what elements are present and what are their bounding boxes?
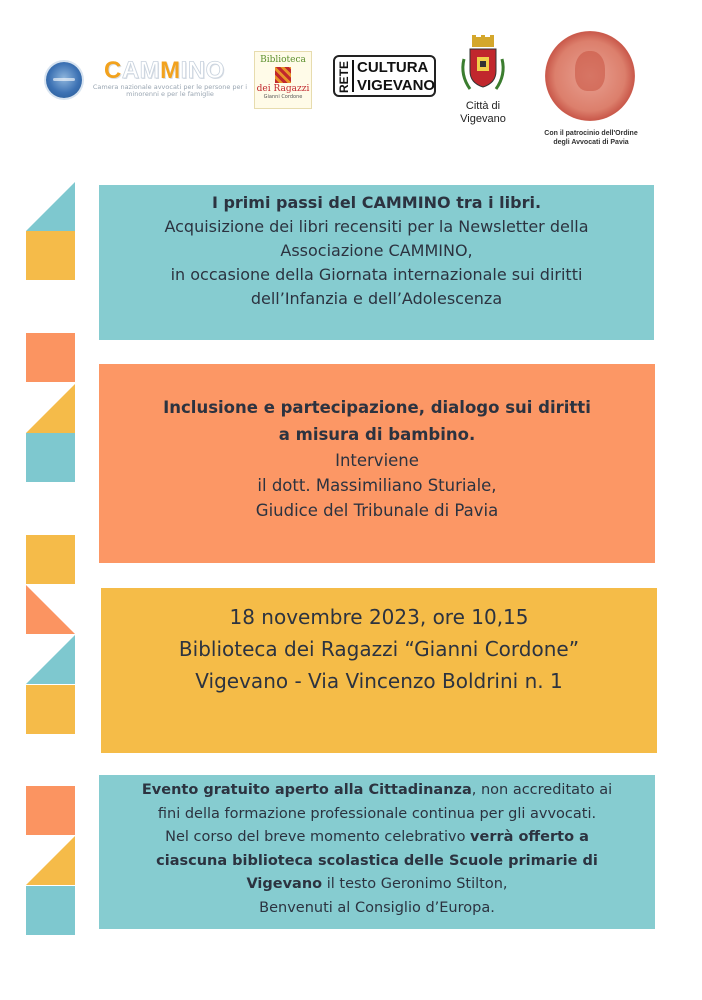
deco-square-yellow bbox=[26, 535, 75, 584]
biblioteca-logo-mark-icon bbox=[275, 67, 291, 83]
deco-triangle-orange bbox=[26, 585, 75, 634]
deco-square-orange bbox=[26, 333, 75, 382]
rete-logo-line1: CULTURA bbox=[357, 59, 429, 76]
date-place-box bbox=[101, 588, 657, 753]
rete-cultura-logo bbox=[333, 55, 436, 97]
info-text: il testo Geronimo Stilton, bbox=[322, 876, 508, 892]
talk-title: Inclusione e partecipazione, dialogo sui diritti bbox=[163, 398, 591, 417]
deco-square-yellow bbox=[26, 231, 75, 280]
rete-logo-line2: VIGEVANO bbox=[357, 77, 436, 94]
vigevano-crest-icon bbox=[458, 35, 508, 99]
info-bold: Vigevano bbox=[246, 876, 323, 892]
deco-triangle-yellow bbox=[26, 384, 75, 433]
patrocinio-caption bbox=[528, 129, 654, 147]
intro-line: Acquisizione dei libri recensiti per la Newsletter della bbox=[164, 217, 589, 236]
event-venue: Biblioteca dei Ragazzi “Gianni Cordone” bbox=[178, 637, 580, 661]
info-box bbox=[99, 775, 655, 929]
deco-triangle-teal bbox=[26, 182, 75, 231]
patrocinio-line2: degli Avvocati di Pavia bbox=[553, 139, 629, 146]
deco-triangle-teal bbox=[26, 635, 75, 684]
biblioteca-ragazzi-logo bbox=[254, 51, 312, 109]
deco-square-teal bbox=[26, 886, 75, 935]
biblioteca-logo-line3: Gianni Cordone bbox=[263, 94, 303, 100]
cammino-globe-logo bbox=[46, 62, 82, 98]
biblioteca-logo-line2: dei Ragazzi bbox=[256, 84, 310, 94]
info-line: fini della formazione professionale continua per gli avvocati. bbox=[157, 805, 597, 822]
cammino-logo-text: CAMMINO bbox=[104, 57, 225, 84]
talk-line: il dott. Massimiliano Sturiale, bbox=[257, 476, 497, 495]
info-line bbox=[99, 779, 655, 803]
cammino-logo-subtitle: Camera nazionale avvocati per le persone per i minorenni e per le famiglie bbox=[92, 83, 248, 98]
rete-logo-divider bbox=[352, 60, 354, 92]
info-bold: Evento gratuito aperto alla Cittadinanza bbox=[141, 782, 472, 798]
event-date: 18 novembre 2023, ore 10,15 bbox=[229, 605, 529, 629]
intro-line: in occasione della Giornata internazionale sui diritti bbox=[170, 265, 583, 284]
deco-square-yellow bbox=[26, 685, 75, 734]
patrocinio-line1: Con il patrocinio dell'Ordine bbox=[544, 130, 638, 137]
info-bold: verrà offerto a bbox=[470, 829, 589, 845]
biblioteca-logo-line1: Biblioteca bbox=[260, 55, 306, 65]
info-line bbox=[99, 873, 655, 897]
citta-line1: Città di bbox=[465, 100, 501, 112]
info-line bbox=[99, 826, 655, 850]
citta-di-vigevano-label bbox=[448, 100, 518, 126]
intro-box bbox=[99, 185, 654, 340]
intro-line: dell’Infanzia e dell’Adolescenza bbox=[250, 289, 503, 308]
citta-line2: Vigevano bbox=[460, 113, 506, 125]
deco-triangle-yellow bbox=[26, 836, 75, 885]
event-address: Vigevano - Via Vincenzo Boldrini n. 1 bbox=[195, 669, 563, 693]
ordine-avvocati-medal-icon bbox=[545, 31, 635, 121]
talk-line: Interviene bbox=[335, 451, 419, 470]
talk-title: a misura di bambino. bbox=[278, 425, 476, 444]
intro-title: I primi passi del CAMMINO tra i libri. bbox=[211, 193, 542, 212]
deco-square-orange bbox=[26, 786, 75, 835]
talk-box bbox=[99, 364, 655, 563]
info-bold: ciascuna biblioteca scolastica delle Scuole primarie di bbox=[156, 852, 598, 869]
deco-square-teal bbox=[26, 433, 75, 482]
info-text: , non accreditato ai bbox=[471, 782, 613, 798]
info-line bbox=[99, 850, 655, 874]
info-line: Benvenuti al Consiglio d’Europa. bbox=[259, 899, 495, 916]
info-text: Nel corso del breve momento celebrativo bbox=[165, 829, 471, 845]
intro-line: Associazione CAMMINO, bbox=[280, 241, 473, 260]
rete-logo-side-text: RETE bbox=[337, 61, 351, 94]
talk-line: Giudice del Tribunale di Pavia bbox=[255, 501, 499, 520]
